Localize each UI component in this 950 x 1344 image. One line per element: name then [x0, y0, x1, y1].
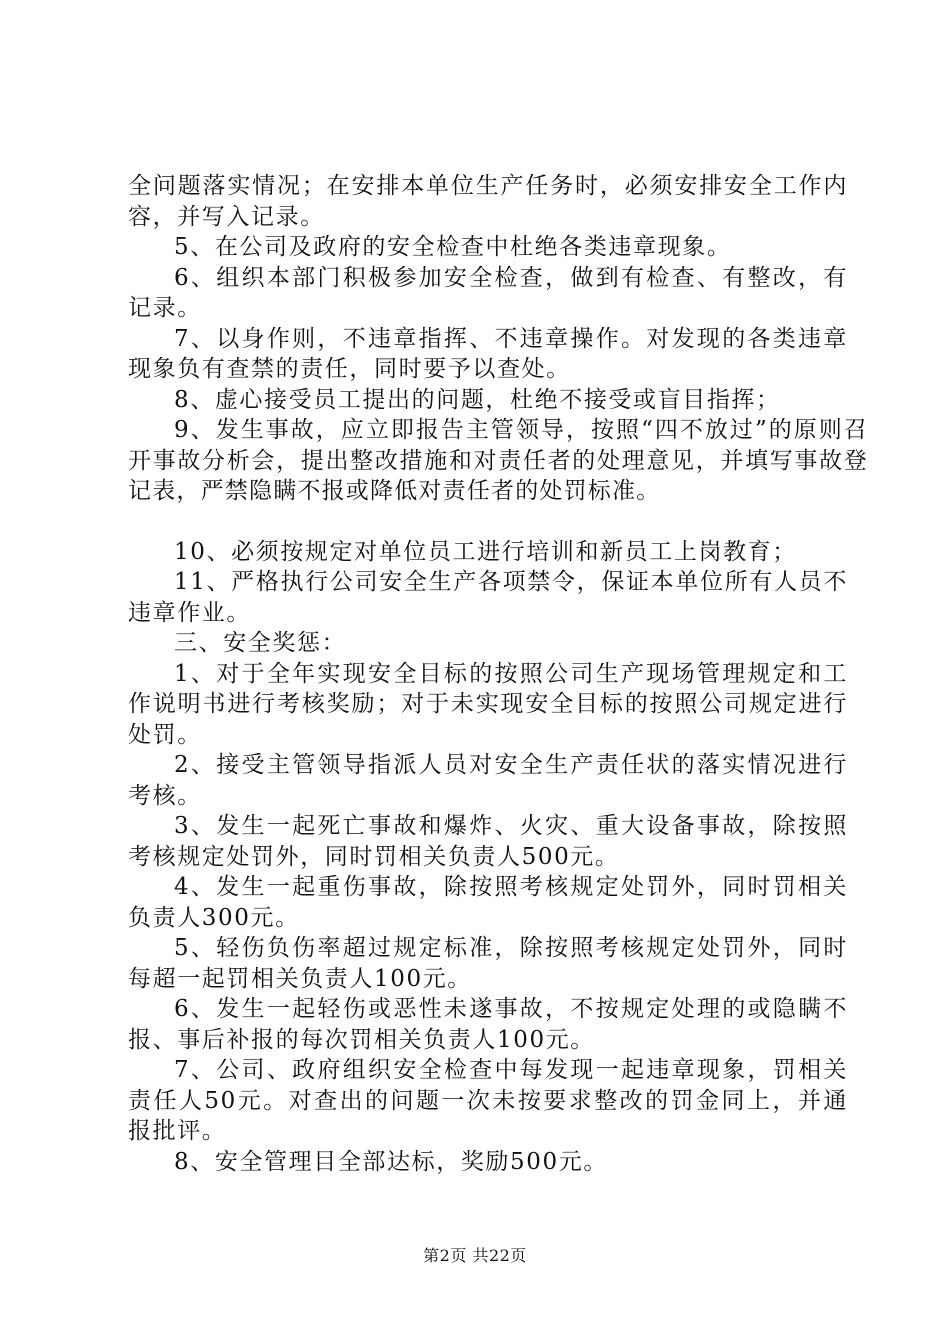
paragraph-reward-1: 1、对于全年实现安全目标的按照公司生产现场管理规定和工作说明书进行考核奖励；对于未实现安全目标的按照公司规定进行处罚。 [128, 660, 848, 748]
paragraph-item-5: 5、在公司及政府的安全检查中杜绝各类违章现象。 [174, 234, 732, 260]
paragraph-reward-6: 6、发生一起轻伤或恶性未遂事故，不按规定处理的或隐瞒不报、事后补报的每次罚相关负责人100元。 [128, 996, 848, 1053]
paragraph-reward-2: 2、接受主管领导指派人员对安全生产责任状的落实情况进行考核。 [128, 752, 848, 809]
paragraph-reward-8: 8、安全管理目全部达标，奖励500元。 [174, 1148, 608, 1175]
document-body [128, 171, 868, 1177]
paragraph-item-7: 7、以身作则，不违章指挥、不违章操作。对发现的各类违章现象负有查禁的责任，同时要予以查处。 [128, 325, 848, 382]
paragraph-reward-4: 4、发生一起重伤事故，除按照考核规定处罚外，同时罚相关负责人300元。 [128, 874, 848, 931]
paragraph-continuation: 全问题落实情况；在安排本单位生产任务时，必须安排安全工作内容，并写入记录。 [128, 173, 848, 230]
paragraph-item-8: 8、虚心接受员工提出的问题，杜绝不接受或盲目指挥； [174, 386, 781, 413]
paragraph-reward-5: 5、轻伤负伤率超过规定标准，除按照考核规定处罚外，同时每超一起罚相关负责人100元。 [128, 935, 848, 992]
paragraph-item-6: 6、组织本部门积极参加安全检查，做到有检查、有整改，有记录。 [128, 264, 848, 321]
paragraph-reward-3: 3、发生一起死亡事故和爆炸、火灾、重大设备事故，除按照考核规定处罚外，同时罚相关负责人500元。 [128, 813, 848, 870]
paragraph-reward-7: 7、公司、政府组织安全检查中每发现一起违章现象，罚相关责任人50元。对查出的问题一次未按要求整改的罚金同上，并通报批评。 [128, 1057, 848, 1144]
section-heading-rewards-penalties: 三、安全奖惩： [174, 630, 347, 656]
page-number-footer: 第2页 共22页 [423, 1246, 527, 1265]
paragraph-item-10: 10、必须按规定对单位员工进行培训和新员工上岗教育； [174, 538, 797, 565]
paragraph-item-9: 9、发生事故，应立即报告主管领导，按照“四不放过”的原则召开事故分析会，提出整改措施和对责任者的处理意见，并填写事故登记表，严禁隐瞒不报或降低对责任者的处罚标准。 [128, 417, 868, 504]
paragraph-item-11: 11、严格执行公司安全生产各项禁令，保证本单位所有人员不违章作业。 [128, 569, 848, 626]
